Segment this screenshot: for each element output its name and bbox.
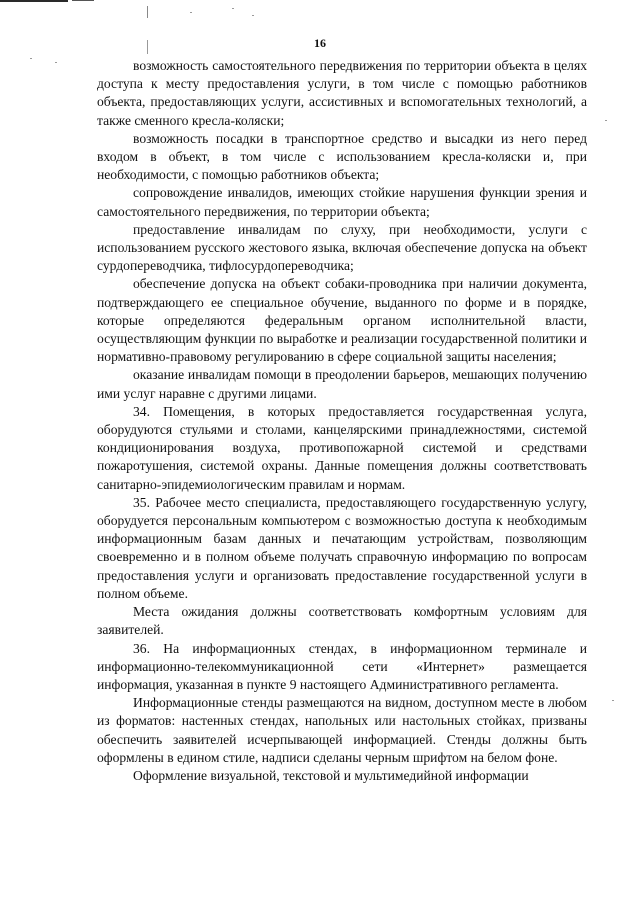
paragraph: оказание инвалидам помощи в преодолении барьеров, мешающих получению ими услуг наравне с другими лицами. — [97, 367, 587, 401]
page-number: 16 — [314, 36, 326, 50]
paragraph: предоставление инвалидам по слуху, при необходимости, услуги с использованием русского жестового языка, включая обеспечение допуска на объект сурдопереводчика, тифлосурдопереводчика; — [97, 221, 587, 274]
scan-speck — [605, 120, 607, 121]
scan-artifact — [0, 0, 68, 2]
paragraph: обеспечение допуска на объект собаки-проводника при наличии документа, подтверждающего ее специальное обучение, выданного по форме и в порядке, которые определяются федеральным органом исполнительной власти, осуществляющим функции по выработке и реализации государственной политики и нормативно-правовому регулированию в сфере социальной защиты населения; — [97, 276, 587, 365]
scan-artifact — [147, 6, 148, 18]
scan-speck — [612, 700, 614, 701]
scan-speck — [55, 62, 57, 63]
scan-speck — [252, 15, 254, 16]
paragraph: Оформление визуальной, текстовой и мультимедийной информации — [133, 767, 529, 783]
paragraph: 34. Помещения, в которых предоставляется государственная услуга, оборудуются стульями и столами, канцелярскими принадлежностями, системой кондиционирования воздуха, противопожарной системой и средствами пожаротушения, системой охраны. Данные помещения должны соответствовать санитарно-эпидемиологическим правилам и нормам. — [97, 403, 587, 492]
paragraph: 36. На информационных стендах, в информационном терминале и информационно-телекоммуникационной сети «Интернет» размещается информация, указанная в пункте 9 настоящего Административного регламента. — [97, 640, 587, 692]
paragraph: сопровождение инвалидов, имеющих стойкие нарушения функции зрения и самостоятельного передвижения, по территории объекта; — [97, 185, 587, 219]
scan-speck — [232, 8, 234, 9]
scan-speck — [190, 12, 192, 13]
paragraph: возможность посадки в транспортное средство и высадки из него перед входом в объект, в том числе с использованием кресла-коляски и, при необходимости, с помощью работников объекта; — [97, 130, 587, 183]
paragraph: 35. Рабочее место специалиста, предоставляющего государственную услугу, оборудуется персональным компьютером с возможностью доступа к необходимым информационным базам данных и печатающим устройствам, позволяющим своевременно и в полном объеме получать справочную информацию по вопросам предоставления услуги и организовать предоставление государственной услуги в полном объеме. — [97, 494, 587, 601]
scan-artifact — [72, 0, 94, 1]
scan-speck — [30, 58, 32, 59]
paragraph: Места ожидания должны соответствовать комфортным условиям для заявителей. — [97, 604, 587, 638]
paragraph: возможность самостоятельного передвижения по территории объекта в целях доступа к месту предоставления услуги, в том числе с помощью работников объекта, предоставляющих услуги, ассистивных и вспомогательных технологий, а также сменного кресла-коляски; — [97, 58, 587, 128]
document-body — [97, 57, 587, 785]
paragraph: Информационные стенды размещаются на видном, доступном месте в любом из форматов: настенных стендах, напольных или настольных стойках, призваны обеспечить заявителей исчерпывающей информацией. Стенды должны быть оформлены в едином стиле, надписи сделаны черным шрифтом на белом фоне. — [97, 695, 587, 765]
